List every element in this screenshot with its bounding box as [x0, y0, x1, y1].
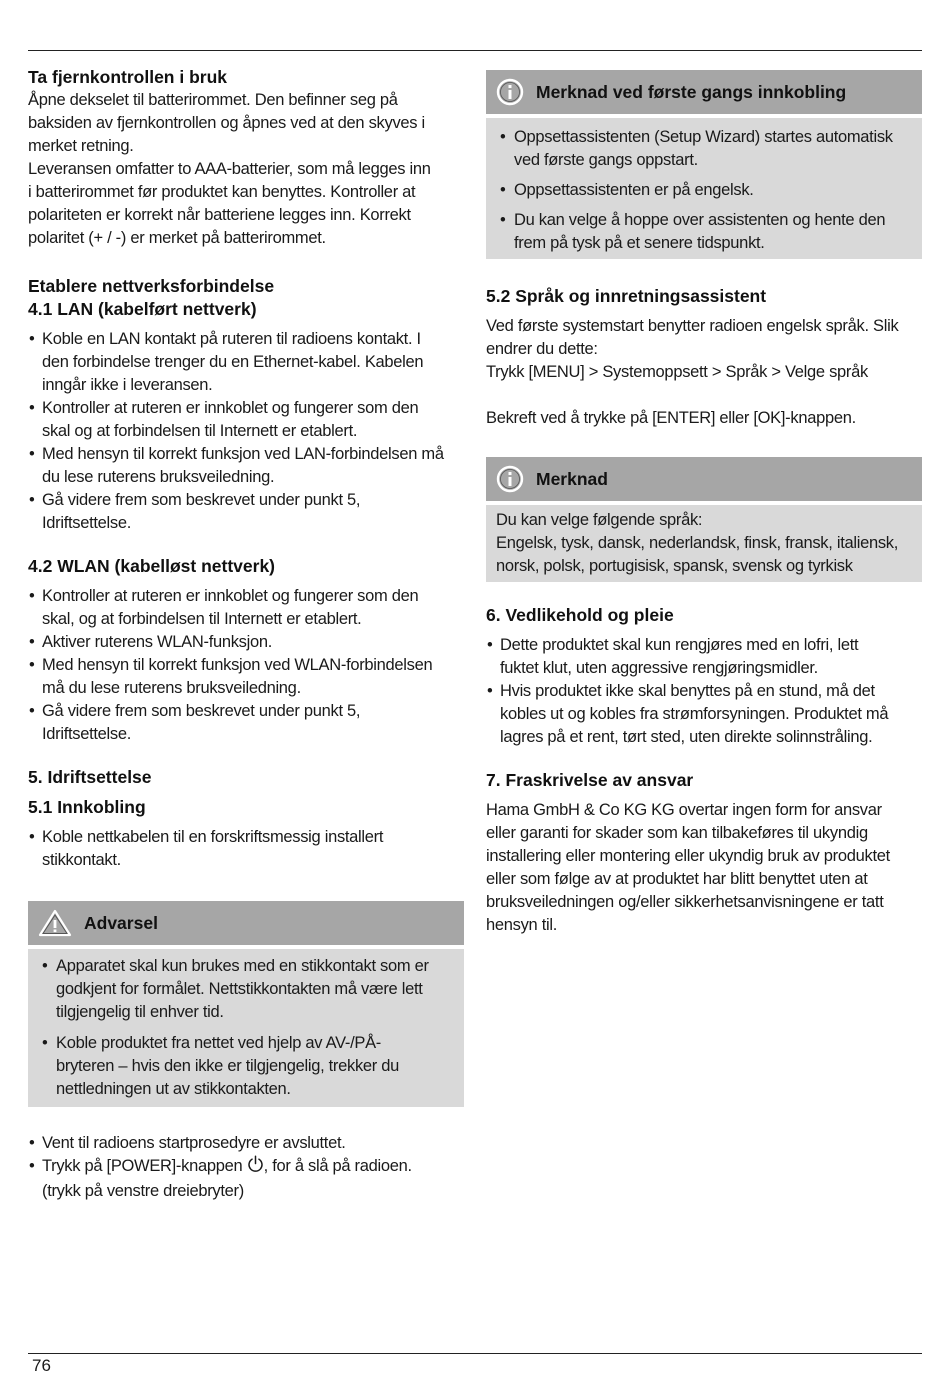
text-line: Åpne dekselet til batterirommet. Den befinner seg på — [28, 91, 398, 109]
text-line: baksiden av fjernkontrollen og åpnes ved at den skyves i — [28, 114, 425, 132]
top-rule — [28, 50, 922, 51]
language-heading: 5.2 Språk og innretningsassistent — [486, 286, 767, 306]
page-number: 76 — [32, 1356, 51, 1375]
first-start-note-box — [486, 70, 922, 259]
info-icon — [496, 78, 524, 106]
text-line: Leveransen omfatter to AAA-batterier, som må legges inn — [28, 160, 431, 178]
startup-list — [28, 826, 464, 872]
warning-box — [28, 901, 464, 1107]
list-item: • Gå videre frem som beskrevet under punkt 5, Idriftsettelse. — [28, 489, 464, 535]
startup-subheading: 5.1 Innkobling — [28, 797, 146, 817]
list-item: • Oppsettassistenten (Setup Wizard) startes automatisk ved første gangs oppstart. — [496, 126, 912, 172]
first-start-note-header — [486, 70, 922, 114]
bottom-rule — [28, 1353, 922, 1354]
list-item: • Vent til radioens startprosedyre er avsluttet. — [28, 1132, 464, 1155]
care-list — [486, 634, 922, 749]
care-heading: 6. Vedlikehold og pleie — [486, 605, 674, 625]
text-line: polariteten er korrekt når batteriene legges inn. Korrekt — [28, 206, 411, 224]
list-item: • Med hensyn til korrekt funksjon ved LAN-forbindelsen må du lese ruterens bruksveiledning. — [28, 443, 464, 489]
left-column — [28, 66, 464, 1203]
lan-heading: 4.1 LAN (kabelført nettverk) — [28, 299, 257, 319]
text-line: Du kan velge følgende språk: — [496, 511, 703, 529]
disclaimer-heading: 7. Fraskrivelse av ansvar — [486, 770, 694, 790]
text-line: hensyn til. — [486, 916, 557, 934]
text-line: merket retning. — [28, 137, 134, 155]
language-note-box — [486, 457, 922, 582]
text-line: eller som følge av at produktet har blitt benyttet uten at — [486, 870, 868, 888]
list-item: • Apparatet skal kun brukes med en stikkontakt som er godkjent for formålet. Nettstikkontakten må være lett tilgjengelig til enhver tid. — [38, 955, 454, 1024]
lan-list — [28, 328, 464, 535]
remote-heading: Ta fjernkontrollen i bruk — [28, 67, 228, 87]
list-item: • Aktiver ruterens WLAN-funksjon. — [28, 631, 464, 654]
list-item: • Oppsettassistenten er på engelsk. — [496, 179, 912, 202]
startup-heading: 5. Idriftsettelse — [28, 767, 152, 787]
list-item: • Kontroller at ruteren er innkoblet og fungerer som den skal og at forbindelsen til Internett er etablert. — [28, 397, 464, 443]
list-item: • Kontroller at ruteren er innkoblet og fungerer som den skal, og at forbindelsen til Internett er etablert. — [28, 585, 464, 631]
list-item: • Du kan velge å hoppe over assistenten og hente den frem på tysk på et senere tidspunkt. — [496, 209, 912, 255]
list-item: • Med hensyn til korrekt funksjon ved WLAN-forbindelsen må du lese ruterens bruksveiledning. — [28, 654, 464, 700]
text-line: Engelsk, tysk, dansk, nederlandsk, finsk, fransk, italiensk, — [496, 534, 899, 552]
text-line: Bekreft ved å trykke på [ENTER] eller [OK]-knappen. — [486, 409, 856, 427]
info-icon — [496, 465, 524, 493]
network-heading: Etablere nettverksforbindelse — [28, 276, 275, 296]
list-item: • Dette produktet skal kun rengjøres med en lofri, lett fuktet klut, uten aggressive rengjøringsmidler. — [486, 634, 922, 680]
first-start-note-body — [486, 118, 922, 259]
wlan-heading: 4.2 WLAN (kabelløst nettverk) — [28, 556, 275, 576]
first-start-note-title: Merknad ved første gangs innkobling — [536, 81, 847, 102]
language-note-title: Merknad — [536, 468, 608, 489]
power-icon — [247, 1155, 264, 1180]
warning-box-body — [28, 949, 464, 1107]
list-item: • Hvis produktet ikke skal benyttes på en stund, må det kobles ut og kobles fra strømforsyningen. Produktet må lagres på et rent, tørt sted, uten direkte solinnstråling. — [486, 680, 922, 749]
warning-icon — [38, 909, 72, 937]
text-line: i batterirommet før produktet kan benyttes. Kontroller at — [28, 183, 416, 201]
text-line: installering eller montering eller ukyndig bruk av produktet — [486, 847, 890, 865]
text-line: bruksveiledningen og/eller sikkerhetsanvisningene er tatt — [486, 893, 884, 911]
list-item: • Gå videre frem som beskrevet under punkt 5, Idriftsettelse. — [28, 700, 464, 746]
text-line: eller garanti for skader som kan tilbakeføres til ukyndig — [486, 824, 868, 842]
list-item: • Trykk på [POWER]-knappen , for å slå på radioen. (trykk på venstre dreiebryter) — [28, 1155, 464, 1203]
text-line: Hama GmbH & Co KG KG overtar ingen form for ansvar — [486, 801, 882, 819]
right-column — [486, 70, 922, 937]
final-list — [28, 1132, 464, 1203]
list-item: • Koble produktet fra nettet ved hjelp av AV-/PÅ- bryteren – hvis den ikke er tilgjengelig, trekker du nettledningen ut av stikkontakten. — [38, 1032, 454, 1101]
text-line: Ved første systemstart benytter radioen engelsk språk. Slik — [486, 317, 899, 335]
language-note-header — [486, 457, 922, 501]
text-line: norsk, polsk, portugisisk, spansk, svensk og tyrkisk — [496, 557, 853, 575]
warning-title: Advarsel — [84, 912, 158, 933]
list-item: • Koble en LAN kontakt på ruteren til radioens kontakt. I den forbindelse trenger du en Ethernet-kabel. Kabelen inngår ikke i leveransen. — [28, 328, 464, 397]
warning-box-header — [28, 901, 464, 945]
wlan-list — [28, 585, 464, 746]
language-note-body — [486, 505, 922, 582]
list-item: • Koble nettkabelen til en forskriftsmessig installert stikkontakt. — [28, 826, 464, 872]
text-line: Trykk [MENU] > Systemoppsett > Språk > Velge språk — [486, 363, 868, 381]
remote-text — [28, 89, 464, 250]
text-line: polaritet (+ / -) er merket på batterirommet. — [28, 229, 326, 247]
text-line: endrer du dette: — [486, 340, 598, 358]
